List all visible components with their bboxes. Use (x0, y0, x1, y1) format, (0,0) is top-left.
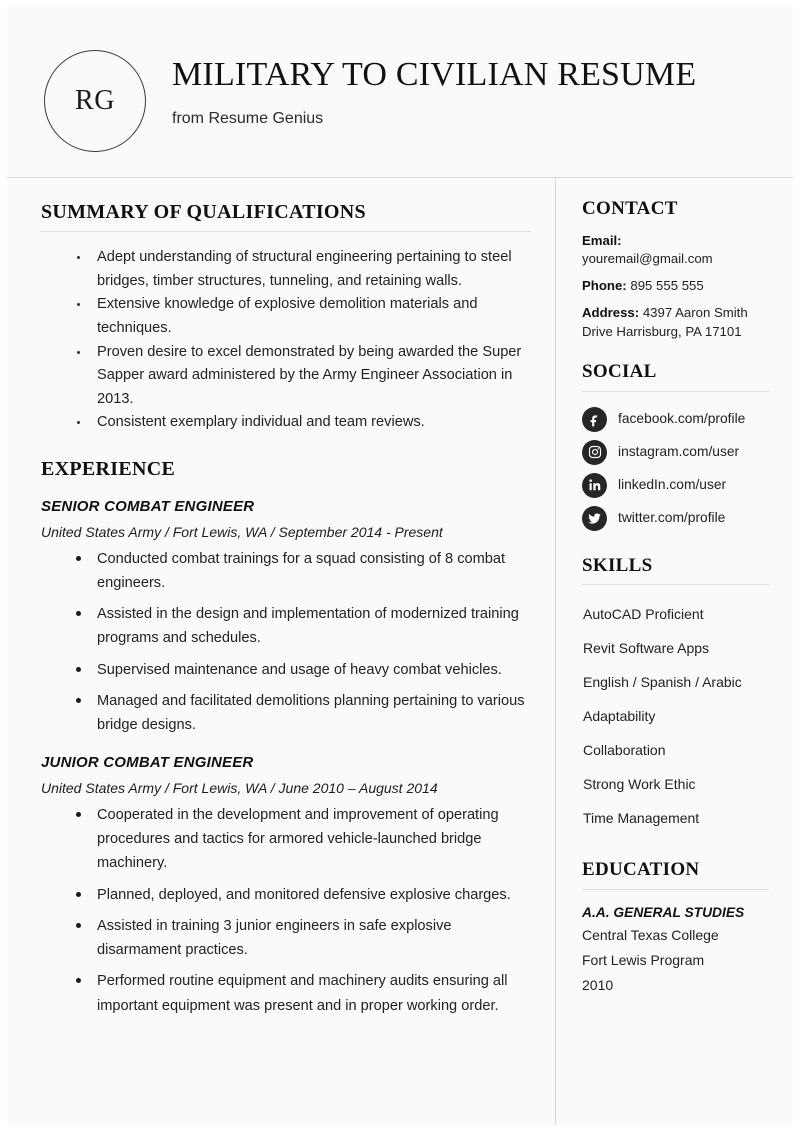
contact-address-value: 4397 Aaron Smith Drive Harrisburg, PA 17101 (582, 305, 748, 339)
job-meta: United States Army / Fort Lewis, WA / September 2014 - Present (41, 523, 443, 540)
resume-sheet (7, 7, 793, 1125)
linkedin-icon (582, 473, 607, 498)
list-item: English / Spanish / Arabic (583, 674, 742, 691)
list-item: Adept understanding of structural engineering pertaining to steel bridges, timber structures, tunneling, and retaining walls. (41, 246, 531, 293)
experience-item (41, 497, 531, 737)
job-bullet-list (41, 803, 531, 1018)
summary-heading: SUMMARY OF QUALIFICATIONS (41, 201, 366, 223)
contact-details (582, 232, 769, 341)
experience-item (41, 753, 531, 1017)
social-item-facebook[interactable] (582, 407, 769, 432)
social-section (582, 361, 769, 531)
education-school: Central Texas College (582, 927, 719, 944)
list-item: Assisted in training 3 junior engineers in safe explosive disarmament practices. (41, 914, 531, 962)
list-item: Assisted in the design and implementation of modernized training programs and schedules. (41, 602, 531, 650)
list-item: Extensive knowledge of explosive demolition materials and techniques. (41, 293, 531, 340)
education-heading: EDUCATION (582, 859, 700, 881)
experience-section (41, 457, 531, 1018)
list-item: Time Management (583, 810, 700, 827)
contact-email (582, 232, 769, 268)
skills-heading: SKILLS (582, 554, 653, 576)
skills-heading-rule (582, 584, 769, 585)
brand-logo (44, 50, 146, 152)
summary-list (41, 246, 531, 435)
list-item: Strong Work Ethic (583, 776, 696, 793)
contact-address-label: Address: (582, 305, 640, 321)
summary-section (41, 200, 531, 435)
resume-body (7, 178, 793, 1125)
instagram-icon (582, 440, 607, 465)
education-section (582, 859, 769, 996)
contact-heading: CONTACT (582, 198, 678, 219)
list-item: Adaptability (583, 708, 656, 725)
social-item-label: facebook.com/profile (618, 411, 746, 427)
contact-section (582, 198, 769, 341)
list-item: Planned, deployed, and monitored defensive explosive charges. (41, 883, 531, 907)
page-title: MILITARY TO CIVILIAN RESUME (172, 56, 697, 93)
social-heading-rule (582, 391, 769, 392)
twitter-icon (582, 506, 607, 531)
education-heading-rule (582, 889, 769, 890)
list-item: Collaboration (583, 742, 666, 759)
contact-phone-value: 895 555 555 (630, 278, 704, 294)
list-item: Managed and facilitated demolitions planning pertaining to various bridge designs. (41, 689, 531, 737)
list-item: Consistent exemplary individual and team reviews. (41, 411, 531, 435)
list-item: Revit Software Apps (583, 640, 710, 657)
social-item-linkedin[interactable] (582, 473, 769, 498)
brand-logo-initials: RG (75, 85, 115, 116)
summary-heading-rule (41, 231, 531, 232)
job-bullet-list (41, 547, 531, 738)
skills-section (582, 555, 769, 836)
header-title-group (172, 55, 696, 128)
main-column (7, 178, 555, 1125)
contact-phone (582, 277, 769, 295)
contact-email-value: youremail@gmail.com (582, 251, 713, 267)
facebook-icon (582, 407, 607, 432)
contact-email-label: Email: (582, 232, 622, 248)
job-title: SENIOR COMBAT ENGINEER (41, 498, 255, 516)
list-item: Performed routine equipment and machinery audits ensuring all important equipment was present and in proper working order. (41, 969, 531, 1017)
contact-address (582, 304, 769, 340)
social-item-label: instagram.com/user (618, 444, 740, 460)
social-item-label: linkedIn.com/user (618, 477, 727, 493)
list-item: Cooperated in the development and improvement of operating procedures and tactics for armored vehicle-launched bridge machinery. (41, 803, 531, 876)
list-item: AutoCAD Proficient (583, 606, 704, 623)
experience-heading: EXPERIENCE (41, 458, 176, 481)
education-entry (582, 904, 769, 996)
social-item-label: twitter.com/profile (618, 510, 726, 526)
social-item-instagram[interactable] (582, 440, 769, 465)
education-year: 2010 (582, 976, 614, 993)
social-heading: SOCIAL (582, 360, 657, 382)
sidebar-column (556, 178, 793, 1125)
list-item: Supervised maintenance and usage of heavy combat vehicles. (41, 658, 531, 682)
page-subtitle: from Resume Genius (172, 110, 324, 128)
education-program: Fort Lewis Program (582, 951, 705, 968)
skills-list (582, 597, 769, 835)
education-degree: A.A. GENERAL STUDIES (582, 905, 745, 921)
job-title: JUNIOR COMBAT ENGINEER (41, 754, 254, 772)
contact-phone-label: Phone: (582, 278, 627, 294)
list-item: Proven desire to excel demonstrated by being awarded the Super Sapper award administered by the Army Engineer Association in 2013. (41, 341, 531, 412)
job-meta: United States Army / Fort Lewis, WA / June 2010 – August 2014 (41, 779, 438, 796)
document-header (7, 7, 793, 177)
list-item: Conducted combat trainings for a squad consisting of 8 combat engineers. (41, 547, 531, 595)
social-item-twitter[interactable] (582, 506, 769, 531)
social-list (582, 407, 769, 531)
